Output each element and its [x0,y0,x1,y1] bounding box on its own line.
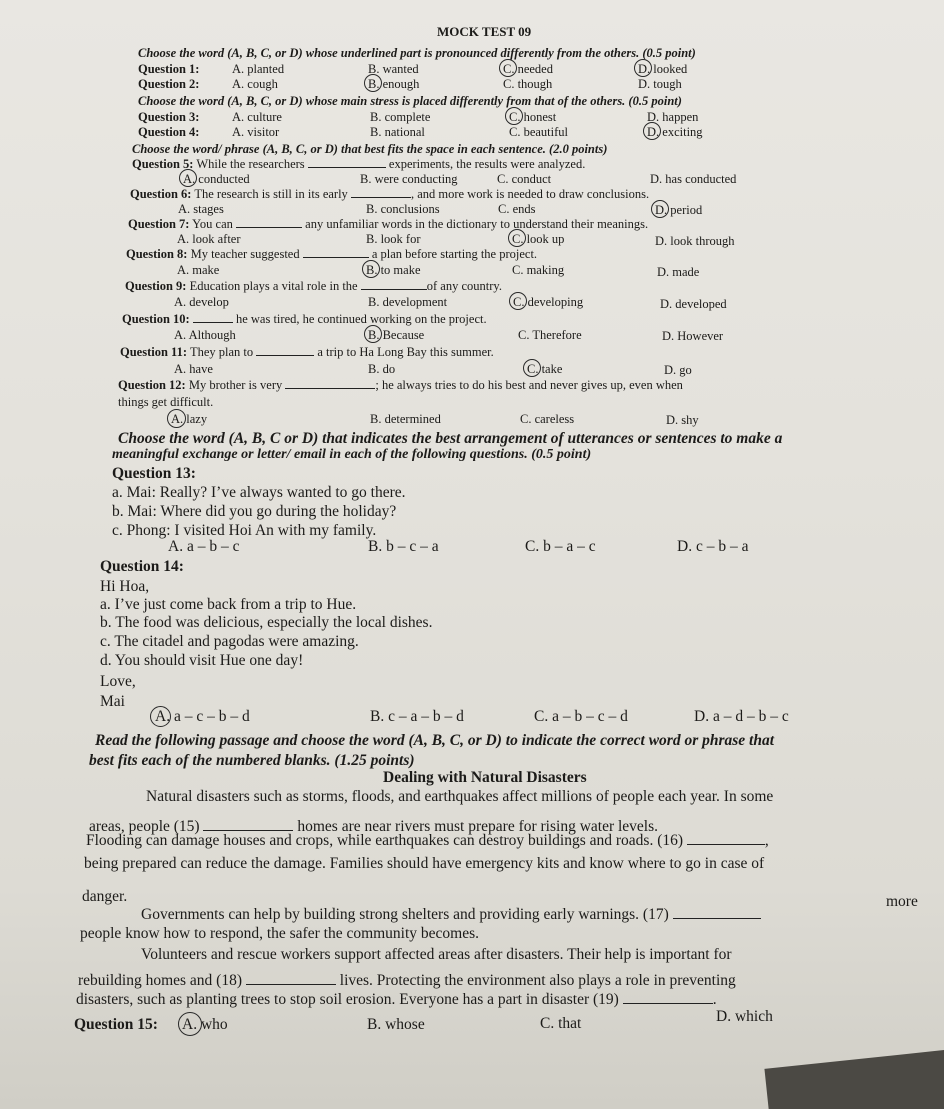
q7-option-d[interactable]: D. look through [655,234,735,248]
answer-mark-circle [509,292,527,310]
q13-option-a[interactable]: A. a – b – c [168,538,240,555]
q11-option-c[interactable]: C. take [527,362,563,376]
q3-label: Question 3: [138,110,200,124]
q2-label: Question 2: [138,77,200,91]
q14-line-d: d. You should visit Hue one day! [100,652,304,669]
q9-option-b[interactable]: B. development [368,295,448,309]
passage-line: being prepared can reduce the damage. Families should have emergency kits and know where to go in case of [84,855,765,872]
q11-option-d[interactable]: D. go [664,363,692,377]
answer-mark-circle [508,229,526,247]
q13-label: Question 13: [112,465,196,482]
answer-mark-circle [651,200,669,218]
q8-stem: Question 8: My teacher suggested a plan before starting the project. [126,247,538,261]
answer-mark-circle [523,359,541,377]
q13-line-b: b. Mai: Where did you go during the holiday? [112,503,397,520]
section-arrangement: Choose the word (A, B, C or D) that indicates the best arrangement of utterances or sentences to make a [118,430,783,447]
q6-option-d[interactable]: D. period [655,203,703,217]
q13-option-b[interactable]: B. b – c – a [368,538,439,555]
q8-option-d[interactable]: D. made [657,265,700,279]
q14-label: Question 14: [100,558,184,575]
q1-option-a[interactable]: A. planted [232,62,285,76]
q10-option-a[interactable]: A. Although [174,328,236,342]
q1-label: Question 1: [138,62,200,76]
q14-greeting: Hi Hoa, [100,578,150,595]
q3-option-d[interactable]: D. happen [647,110,699,124]
q8-option-a[interactable]: A. make [177,263,220,277]
q12-option-c[interactable]: C. careless [520,412,575,426]
q3-option-c[interactable]: C. honest [509,110,557,124]
section-arrangement-cont: meaningful exchange or letter/ email in each of the following questions. (0.5 point) [112,447,592,462]
answer-mark-circle [499,59,517,77]
section-pronunciation: Choose the word (A, B, C, or D) whose underlined part is pronounced differently from the others. (0.5 point) [138,46,696,60]
passage-line: people know how to respond, the safer the community becomes. [80,925,480,942]
answer-mark-circle [178,1012,202,1036]
q15-option-d[interactable]: D. which [716,1008,773,1025]
q3-option-a[interactable]: A. culture [232,110,282,124]
passage-line-16: Flooding can damage houses and crops, while earthquakes can destroy buildings and roads. (16) , [86,832,769,849]
q12-stem: Question 12: My brother is very ; he always tries to do his best and never gives up, even when [118,378,683,392]
q9-option-a[interactable]: A. develop [174,295,229,309]
q14-line-b: b. The food was delicious, especially the local dishes. [100,614,433,631]
q9-option-c[interactable]: C. developing [513,295,584,309]
passage-line-17: Governments can help by building strong shelters and providing early warnings. (17) [141,906,761,924]
q4-option-b[interactable]: B. national [370,125,425,139]
q7-stem: Question 7: You can any unfamiliar words in the dictionary to understand their meanings. [128,217,649,231]
q10-option-d[interactable]: D. However [662,329,724,343]
q8-option-b[interactable]: B. to make [366,263,421,277]
answer-mark-circle [179,169,197,187]
q14-option-b[interactable]: B. c – a – b – d [370,708,464,725]
q14-option-d[interactable]: D. a – d – b – c [694,708,789,725]
q11-option-b[interactable]: B. do [368,362,396,376]
q12-option-a[interactable]: A. lazy [171,412,208,426]
q13-line-a: a. Mai: Really? I’ve always wanted to go there. [112,484,406,501]
q15-option-a[interactable]: A. who [182,1016,228,1033]
test-title: MOCK TEST 09 [437,24,532,39]
section-passage-cont: best fits each of the numbered blanks. (1.25 points) [89,752,415,769]
q13-option-c[interactable]: C. b – a – c [525,538,596,555]
q13-line-c: c. Phong: I visited Hoi An with my family. [112,522,377,539]
q5-stem: Question 5: While the researchers experiments, the results were analyzed. [132,157,586,171]
q1-option-d[interactable]: D. looked [638,62,688,76]
section-stress: Choose the word (A, B, C, or D) whose main stress is placed differently from that of the others. (0.5 point) [138,94,682,108]
answer-mark-circle [167,409,186,428]
answer-mark-circle [150,706,171,727]
answer-mark-circle [634,59,652,77]
q5-option-a[interactable]: A. conducted [183,172,250,186]
q4-option-d[interactable]: D. exciting [647,125,703,139]
q4-option-a[interactable]: A. visitor [232,125,280,139]
passage-line: Natural disasters such as storms, floods, and earthquakes affect millions of people each year. In some [146,788,774,805]
answer-mark-circle [643,122,661,140]
background-corner [764,1042,944,1109]
q11-option-a[interactable]: A. have [174,362,213,376]
q14-signature: Mai [100,693,125,710]
q2-option-d[interactable]: D. tough [638,77,682,91]
q14-option-c[interactable]: C. a – b – c – d [534,708,628,725]
q1-option-c[interactable]: C. needed [503,62,553,76]
q9-option-d[interactable]: D. developed [660,297,727,311]
passage-line: Volunteers and rescue workers support affected areas after disasters. Their help is important for [141,946,732,963]
q14-closing: Love, [100,673,136,690]
q5-option-c[interactable]: C. conduct [497,172,552,186]
q6-stem: Question 6: The research is still in its early , and more work is needed to draw conclusions. [130,187,650,201]
q14-option-a[interactable]: A. a – c – b – d [155,708,250,725]
q4-label: Question 4: [138,125,200,139]
q2-option-a[interactable]: A. cough [232,77,278,91]
answer-mark-circle [505,107,523,125]
q12-option-b[interactable]: B. determined [370,412,441,426]
passage-line-15: areas, people (15) homes are near rivers must prepare for rising water levels. [89,818,659,835]
q13-option-d[interactable]: D. c – b – a [677,538,749,555]
q7-option-c[interactable]: C. look up [512,232,565,246]
section-fill: Choose the word/ phrase (A, B, C, or D) that best fits the space in each sentence. (2.0 points) [132,142,608,156]
q15-option-c[interactable]: C. that [540,1015,582,1032]
q14-line-c: c. The citadel and pagodas were amazing. [100,633,359,650]
q12-option-d[interactable]: D. shy [666,413,699,427]
q14-line-a: a. I’ve just come back from a trip to Hue. [100,596,357,613]
q7-option-a[interactable]: A. look after [177,232,241,246]
answer-mark-circle [362,260,380,278]
q15-option-b[interactable]: B. whose [367,1016,425,1033]
passage-line-19: disasters, such as planting trees to stop soil erosion. Everyone has a part in disaster (19) . [76,991,717,1008]
q8-option-c[interactable]: C. making [512,263,565,277]
passage-line-17-end: more [886,893,918,910]
q6-option-a[interactable]: A. stages [178,202,224,216]
q2-option-c[interactable]: C. though [503,77,553,91]
q4-option-c[interactable]: C. beautiful [509,125,569,139]
q5-option-b[interactable]: B. were conducting [360,172,458,186]
q12-stem-cont: things get difficult. [118,395,214,409]
passage-line-18: rebuilding homes and (18) lives. Protecting the environment also plays a role in preventing [78,972,736,989]
passage-line: danger. [82,888,128,905]
q2-option-b[interactable]: B. enough [368,77,420,91]
answer-mark-circle [364,325,382,343]
q6-option-b[interactable]: B. conclusions [366,202,440,216]
passage-title: Dealing with Natural Disasters [383,769,587,786]
answer-mark-circle [364,74,382,92]
section-passage: Read the following passage and choose the word (A, B, C, or D) to indicate the correct word or phrase that [95,732,775,749]
q3-option-b[interactable]: B. complete [370,110,431,124]
q6-option-c[interactable]: C. ends [498,202,536,216]
q10-option-c[interactable]: C. Therefore [518,328,582,342]
q15-label: Question 15: [74,1016,158,1033]
q7-option-b[interactable]: B. look for [366,232,421,246]
q10-stem: Question 10: he was tired, he continued working on the project. [122,312,487,326]
q9-stem: Question 9: Education plays a vital role in the of any country. [125,279,502,293]
q10-option-b[interactable]: B. Because [368,328,425,342]
q1-option-b[interactable]: B. wanted [368,62,419,76]
q11-stem: Question 11: They plan to a trip to Ha Long Bay this summer. [120,345,494,359]
q5-option-d[interactable]: D. has conducted [650,172,737,186]
